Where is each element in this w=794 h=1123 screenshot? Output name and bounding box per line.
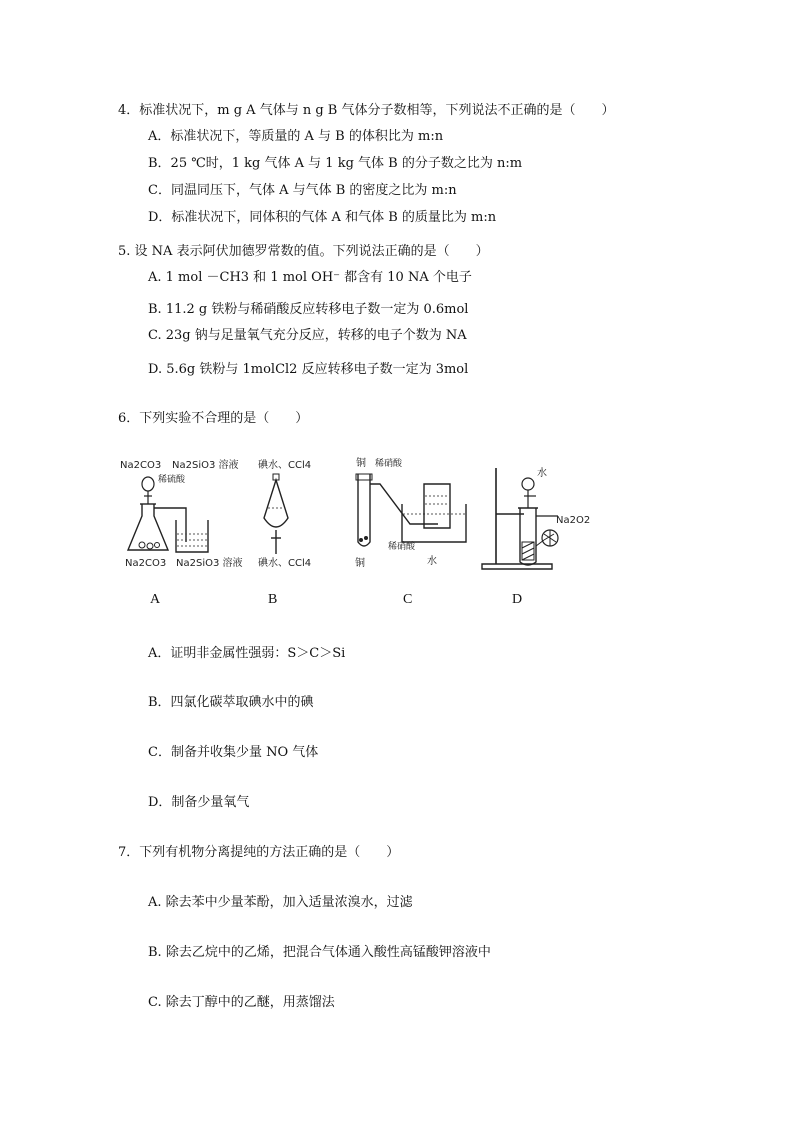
fig-a-label-funnel: 稀硫酸 bbox=[158, 475, 186, 485]
fig-c-label-copper-bottom: 铜 bbox=[355, 558, 365, 569]
q7-stem: 7．下列有机物分离提纯的方法正确的是（ ） bbox=[118, 845, 400, 860]
fig-letter-a: A bbox=[150, 592, 161, 607]
fig-d-label-na2o2: Na2O2 bbox=[556, 515, 591, 526]
fig-letter-b: B bbox=[268, 592, 278, 607]
q6-option-b: B．四氯化碳萃取碘水中的碘 bbox=[148, 695, 314, 710]
fig-a-label-na2sio3-bottom: Na2SiO3 溶液 bbox=[176, 558, 243, 569]
fig-c-label-tube: 稀硝酸 bbox=[388, 542, 416, 552]
fig-a-label-na2co3-top: Na2CO3 bbox=[120, 460, 162, 471]
q6-option-d: D．制备少量氧气 bbox=[148, 795, 250, 810]
fig-letter-d: D bbox=[512, 592, 523, 607]
apparatus-a bbox=[120, 470, 230, 560]
fig-d-label-water: 水 bbox=[537, 468, 547, 479]
q6-option-a: A．证明非金属性强弱：S＞C＞Si bbox=[148, 646, 346, 661]
q7-option-c: C. 除去丁醇中的乙醚，用蒸馏法 bbox=[148, 995, 335, 1010]
q4-option-d: D．标准状况下，同体积的气体 A 和气体 B 的质量比为 m:n bbox=[148, 210, 497, 225]
q4-option-b: B．25 ℃时，1 kg 气体 A 与 1 kg 气体 B 的分子数之比为 n:m bbox=[148, 156, 523, 171]
q4-option-a: A．标准状况下，等质量的 A 与 B 的体积比为 m:n bbox=[148, 129, 444, 144]
q4-option-c: C．同温同压下，气体 A 与气体 B 的密度之比为 m:n bbox=[148, 183, 457, 198]
q5-option-a: A. 1 mol －CH3 和 1 mol OH⁻ 都含有 10 NA 个电子 bbox=[148, 270, 472, 285]
q4-stem: 4．标准状况下，m g A 气体与 n g B 气体分子数相等，下列说法不正确的是（ ） bbox=[118, 103, 615, 118]
q6-option-c: C．制备并收集少量 NO 气体 bbox=[148, 745, 319, 760]
fig-c-label-acid-top: 稀硝酸 bbox=[375, 459, 403, 469]
q7-option-b: B. 除去乙烷中的乙烯，把混合气体通入酸性高锰酸钾溶液中 bbox=[148, 945, 491, 960]
q5-option-c: C. 23g 钠与足量氧气充分反应，转移的电子个数为 NA bbox=[148, 328, 467, 343]
fig-c-label-water: 水 bbox=[427, 556, 437, 567]
fig-a-label-na2co3-bottom: Na2CO3 bbox=[125, 558, 167, 569]
apparatus-b bbox=[258, 470, 298, 560]
q7-option-a: A. 除去苯中少量苯酚，加入适量浓溴水，过滤 bbox=[148, 895, 413, 910]
q5-option-b: B. 11.2 g 铁粉与稀硝酸反应转移电子数一定为 0.6mol bbox=[148, 302, 469, 317]
fig-a-label-na2sio3-top: Na2SiO3 溶液 bbox=[172, 460, 239, 471]
q5-option-d: D. 5.6g 铁粉与 1molCl2 反应转移电子数一定为 3mol bbox=[148, 362, 469, 377]
q6-stem: 6．下列实验不合理的是（ ） bbox=[118, 411, 309, 426]
fig-letter-c: C bbox=[403, 592, 413, 607]
fig-b-label-top: 碘水、CCl4 bbox=[258, 460, 312, 471]
fig-c-label-copper-top: 铜 bbox=[356, 458, 366, 469]
fig-b-label-bottom: 碘水、CCl4 bbox=[258, 558, 312, 569]
q5-stem: 5. 设 NA 表示阿伏加德罗常数的值。下列说法正确的是（ ） bbox=[118, 244, 489, 259]
